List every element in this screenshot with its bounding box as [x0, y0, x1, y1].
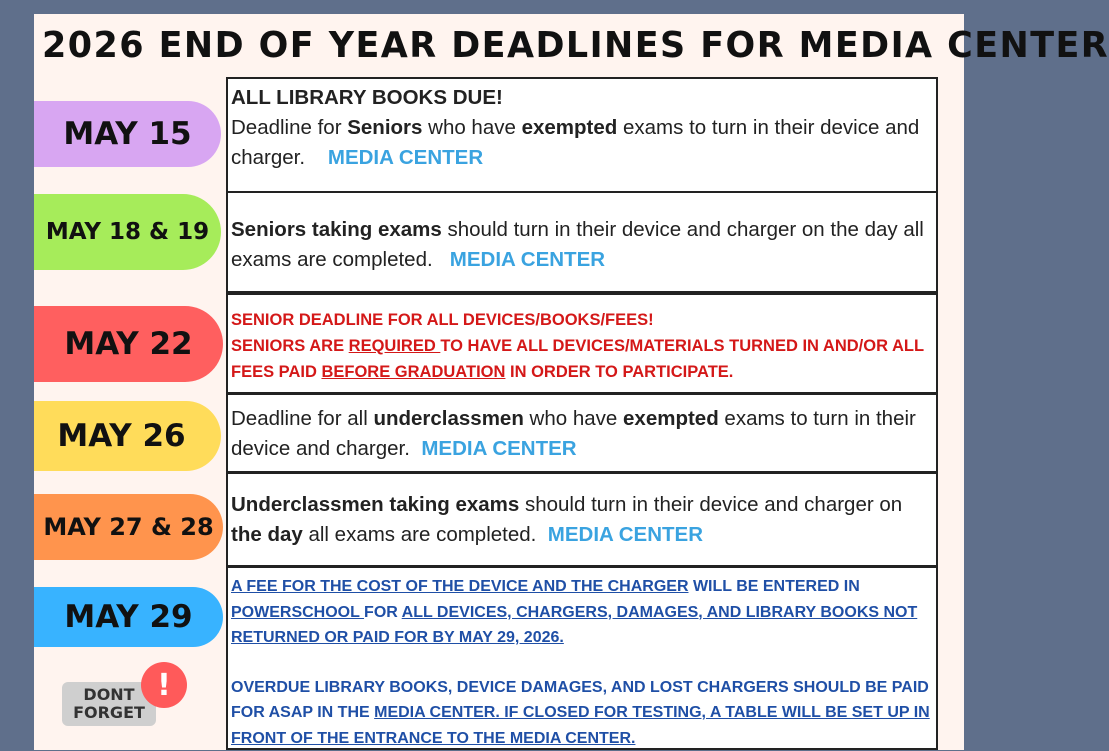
date-tab-may-29 [34, 587, 223, 647]
date-label: MAY 22 [64, 326, 192, 362]
date-tab-may-27-28 [34, 494, 223, 560]
deadline-box-may-18-19 [226, 191, 938, 293]
date-label: MAY 18 & 19 [46, 219, 209, 245]
deadline-text: Seniors taking exams should turn in their device and charger on the day all exams are completed. MEDIA CENTER [231, 215, 932, 275]
deadline-box-may-15 [226, 77, 938, 193]
date-label: MAY 15 [63, 116, 191, 152]
device-fee-notice: A FEE FOR THE COST OF THE DEVICE AND THE CHARGER WILL BE ENTERED IN POWERSCHOOL FOR ALL DEVICES, CHARGERS, DAMAGES, AND LIBRARY BOOKS NOT RETURNED OR PAID FOR BY MAY 29, 2026. [231, 574, 932, 651]
date-label: MAY 27 & 28 [43, 513, 213, 541]
exclamation-icon: ! [141, 662, 187, 708]
overdue-payment-notice: OVERDUE LIBRARY BOOKS, DEVICE DAMAGES, AND LOST CHARGERS SHOULD BE PAID FOR ASAP IN THE MEDIA CENTER. IF CLOSED FOR TESTING, A TABLE WILL BE SET UP IN FRONT OF THE ENTRANCE TO THE MEDIA CENTER. [231, 675, 932, 751]
deadline-box-may-26 [226, 393, 938, 473]
dont-forget-line2: FORGET [73, 704, 145, 722]
media-center-tag: MEDIA CENTER [421, 437, 576, 460]
deadline-text: Underclassmen taking exams should turn in their device and charger on the day all exams are completed. MEDIA CENTER [231, 490, 932, 550]
media-center-tag: MEDIA CENTER [328, 146, 483, 169]
date-tab-may-26 [34, 401, 221, 471]
senior-deadline-heading: SENIOR DEADLINE FOR ALL DEVICES/BOOKS/FEES! [231, 307, 932, 333]
dont-forget-line1: DONT [83, 686, 134, 704]
deadline-text: Deadline for Seniors who have exempted exams to turn in their device and charger. MEDIA CENTER [231, 113, 932, 173]
date-tab-may-15 [34, 101, 221, 167]
deadline-box-may-22 [226, 293, 938, 394]
media-center-tag: MEDIA CENTER [548, 523, 703, 546]
deadline-box-may-29 [226, 566, 938, 750]
library-books-due-heading: ALL LIBRARY BOOKS DUE! [231, 83, 932, 113]
date-tab-may-18-19 [34, 194, 221, 270]
media-center-tag: MEDIA CENTER [450, 248, 605, 271]
date-tab-may-22 [34, 306, 223, 382]
deadline-text: Deadline for all underclassmen who have exempted exams to turn in their device and charger. MEDIA CENTER [231, 404, 932, 464]
page-title: 2026 END OF YEAR DEADLINES FOR MEDIA CENTER [42, 24, 925, 68]
deadline-box-may-27-28 [226, 472, 938, 567]
date-label: MAY 26 [57, 418, 185, 454]
senior-requirement-text: SENIORS ARE REQUIRED TO HAVE ALL DEVICES/MATERIALS TURNED IN AND/OR ALL FEES PAID BEFORE GRADUATION IN ORDER TO PARTICIPATE. [231, 333, 932, 385]
date-label: MAY 29 [64, 599, 192, 635]
